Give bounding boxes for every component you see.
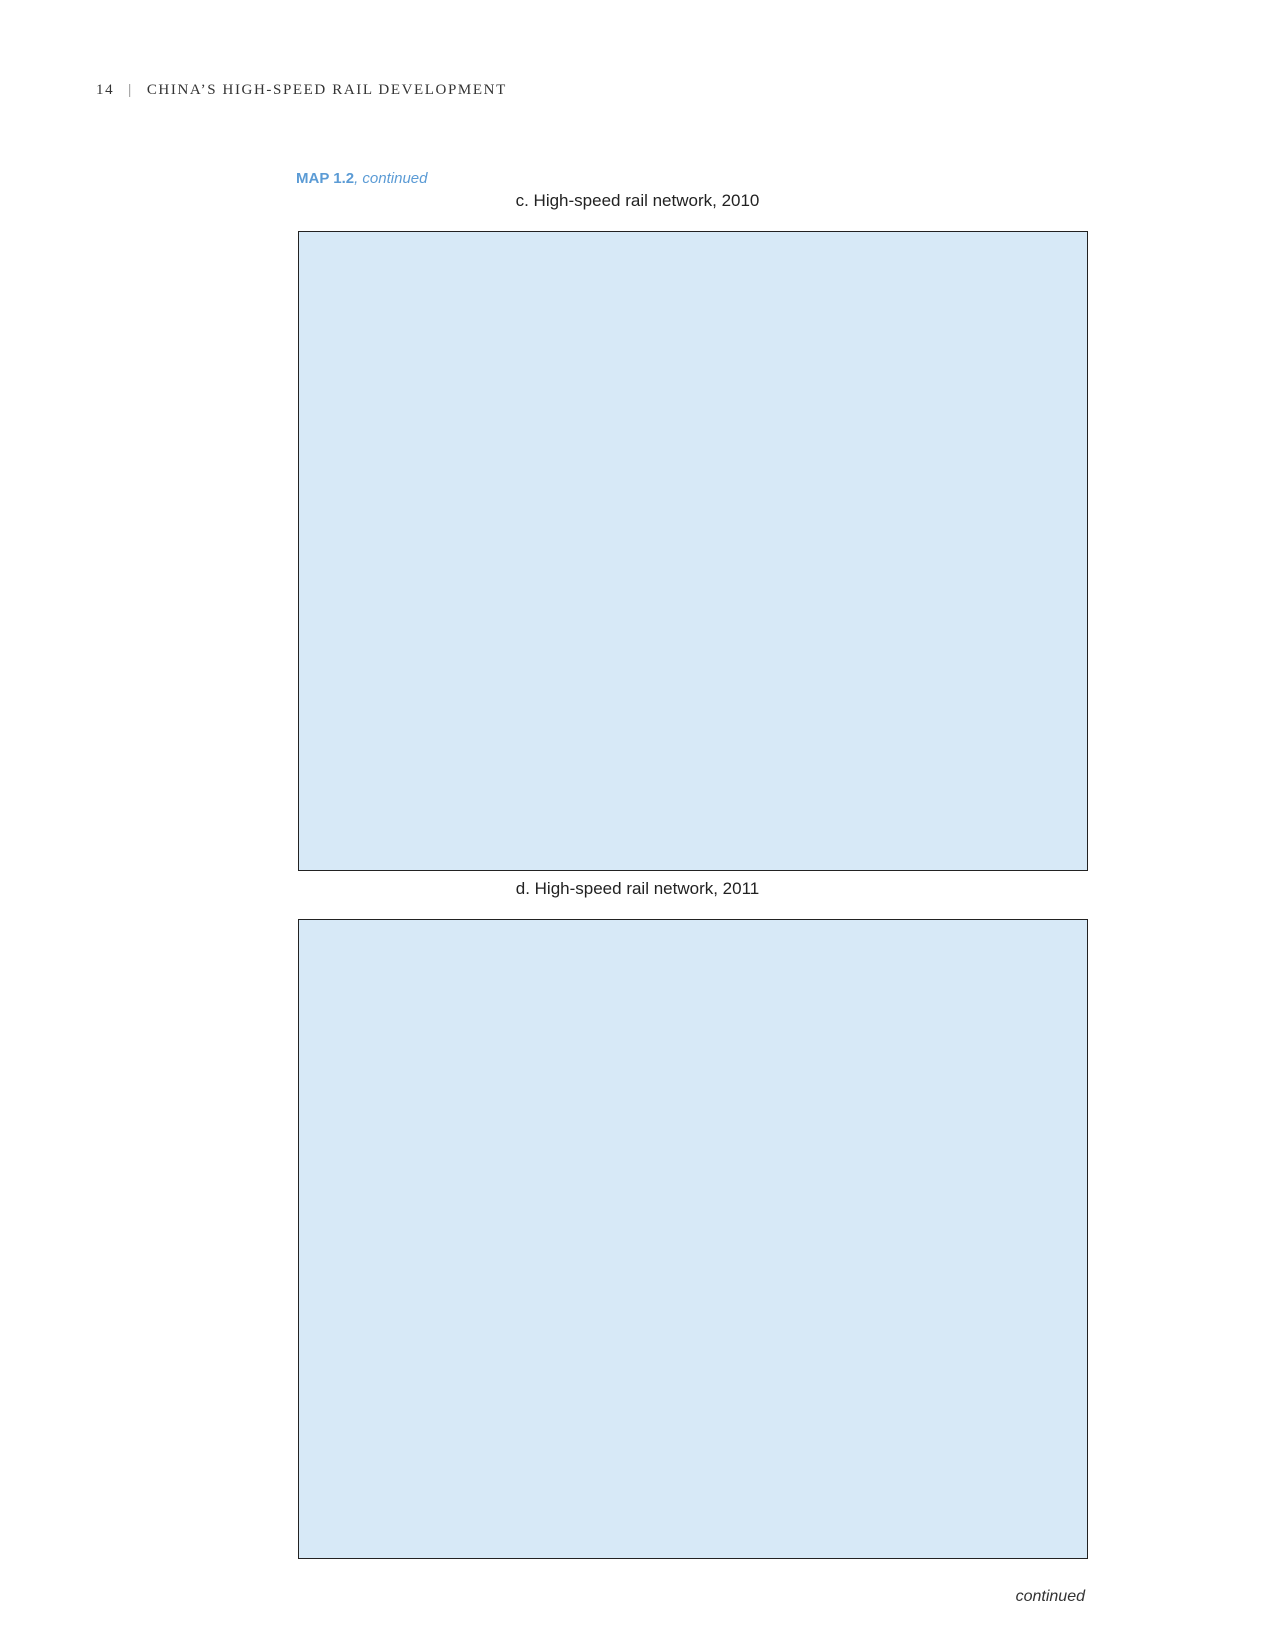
header-separator: |: [128, 82, 133, 98]
continued-note: continued: [1015, 1588, 1085, 1605]
map-background: [298, 231, 1088, 871]
map-background: [298, 919, 1088, 1559]
running-header: [96, 82, 507, 99]
rail-map-2011: [298, 919, 1088, 1559]
map-number: MAP 1.2: [296, 170, 355, 187]
book-title: CHINA’S HIGH-SPEED RAIL DEVELOPMENT: [146, 82, 507, 98]
page-number: 14: [96, 82, 115, 98]
map-title-2011: d. High-speed rail network, 2011: [515, 879, 760, 898]
rail-map-2010: [298, 231, 1088, 871]
map-label: [296, 170, 427, 187]
map-title-2010: c. High-speed rail network, 2010: [515, 191, 760, 210]
map-label-suffix: , continued: [354, 170, 428, 187]
